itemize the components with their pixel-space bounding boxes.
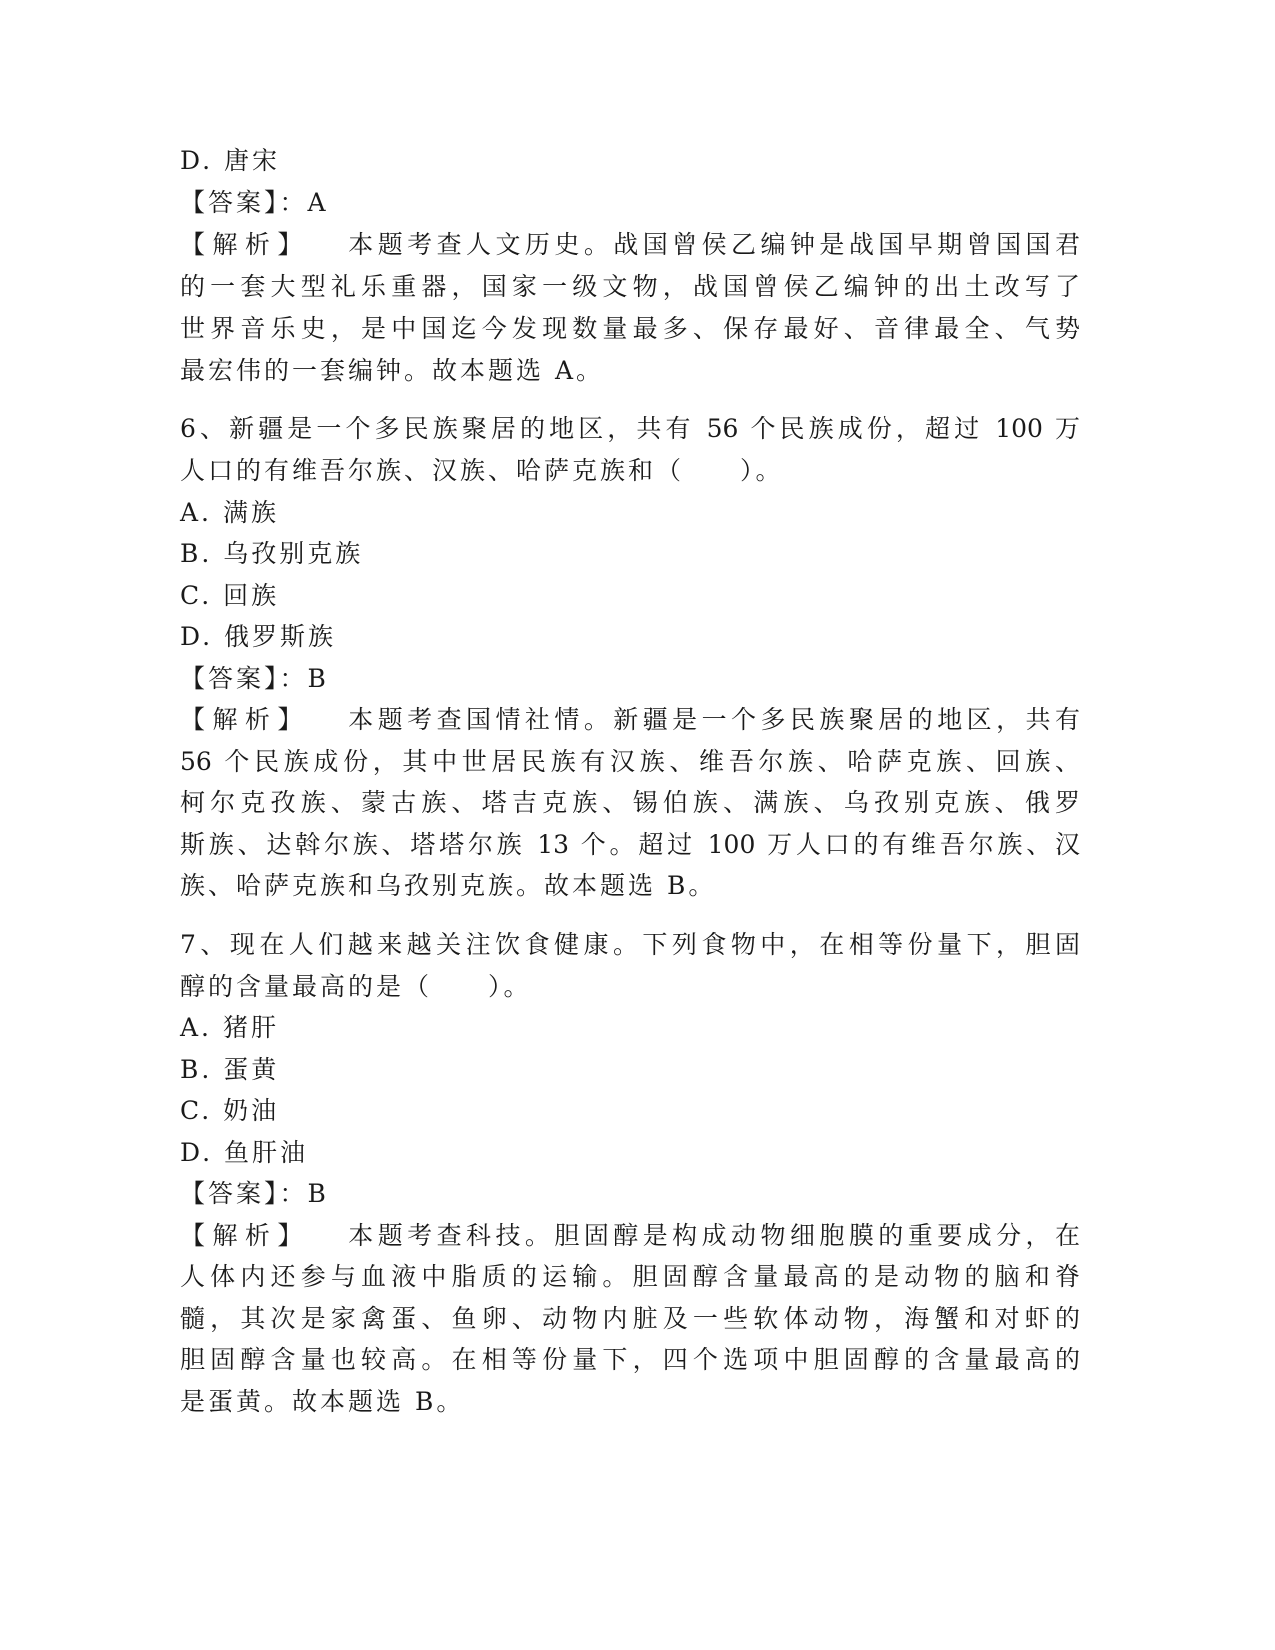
answer-label: 【答案】: [180, 188, 280, 217]
q7-stem-line-2: 醇的含量最高的是（ ）。: [180, 972, 532, 1001]
q7-option-d: D. 鱼肝油: [180, 1138, 309, 1167]
q6-stem-line-2: 人口的有维吾尔族、汉族、哈萨克族和（ ）。: [180, 456, 784, 485]
q6-option-c: C. 回族: [180, 581, 280, 610]
q5-analysis-line-3: 世界音乐史，是中国迄今发现数量最多、保存最好、音律最全、气势: [180, 314, 1080, 343]
q7-option-b: B. 蛋黄: [180, 1055, 280, 1084]
q7-option-a: A. 猪肝: [180, 1013, 279, 1042]
q7-answer: [180, 1173, 1080, 1215]
q7-analysis-line-1: [180, 1215, 1080, 1257]
q5-option-d: D. 唐宋: [180, 146, 281, 175]
q6-analysis-line-2: 56 个民族成份，其中世居民族有汉族、维吾尔族、哈萨克族、回族、: [180, 747, 1080, 776]
q7-analysis-line-2: 人体内还参与血液中脂质的运输。胆固醇含量最高的是动物的脑和脊: [180, 1262, 1080, 1291]
q6-answer: [180, 658, 1080, 700]
answer-value: A: [307, 188, 329, 217]
answer-value: B: [307, 664, 329, 693]
answer-value: B: [307, 1179, 329, 1208]
q6-analysis-line-4: 斯族、达斡尔族、塔塔尔族 13 个。超过 100 万人口的有维吾尔族、汉: [180, 830, 1080, 859]
q5-answer: [180, 182, 1080, 224]
analysis-text: 本题考查国情社情。新疆是一个多民族聚居的地区，共有: [343, 705, 1080, 734]
q5-analysis-line-4: 最宏伟的一套编钟。故本题选 A。: [180, 356, 605, 385]
q6-stem-line-1: 6、新疆是一个多民族聚居的地区，共有 56 个民族成份，超过 100 万: [180, 414, 1080, 443]
q6-option-d: D. 俄罗斯族: [180, 622, 337, 651]
answer-sep: ：: [279, 1179, 308, 1208]
answer-sep: ：: [279, 188, 308, 217]
q7-stem-line-1: 7、现在人们越来越关注饮食健康。下列食物中，在相等份量下，胆固: [180, 930, 1080, 959]
analysis-label: 【解析】: [180, 1221, 310, 1250]
answer-label: 【答案】: [180, 664, 280, 693]
q5-analysis-line-2: 的一套大型礼乐重器，国家一级文物，战国曾侯乙编钟的出土改写了: [180, 272, 1080, 301]
q7-analysis-line-3: 髓，其次是家禽蛋、鱼卵、动物内脏及一些软体动物，海蟹和对虾的: [180, 1304, 1080, 1333]
q6-option-b: B. 乌孜别克族: [180, 539, 364, 568]
answer-label: 【答案】: [180, 1179, 280, 1208]
analysis-label: 【解析】: [180, 705, 310, 734]
q6-analysis-line-5: 族、哈萨克族和乌孜别克族。故本题选 B。: [180, 871, 717, 900]
analysis-label: 【解析】: [180, 230, 310, 259]
analysis-text: 本题考查人文历史。战国曾侯乙编钟是战国早期曾国国君: [343, 230, 1080, 259]
q6-option-a: A. 满族: [180, 498, 279, 527]
q6-analysis-line-1: [180, 699, 1080, 741]
q7-analysis-line-5: 是蛋黄。故本题选 B。: [180, 1387, 465, 1416]
q5-analysis-line-1: [180, 224, 1080, 266]
answer-sep: ：: [279, 664, 308, 693]
analysis-text: 本题考查科技。胆固醇是构成动物细胞膜的重要成分，在: [343, 1221, 1080, 1250]
q6-analysis-line-3: 柯尔克孜族、蒙古族、塔吉克族、锡伯族、满族、乌孜别克族、俄罗: [180, 788, 1080, 817]
q7-option-c: C. 奶油: [180, 1096, 280, 1125]
q7-analysis-line-4: 胆固醇含量也较高。在相等份量下，四个选项中胆固醇的含量最高的: [180, 1345, 1080, 1374]
